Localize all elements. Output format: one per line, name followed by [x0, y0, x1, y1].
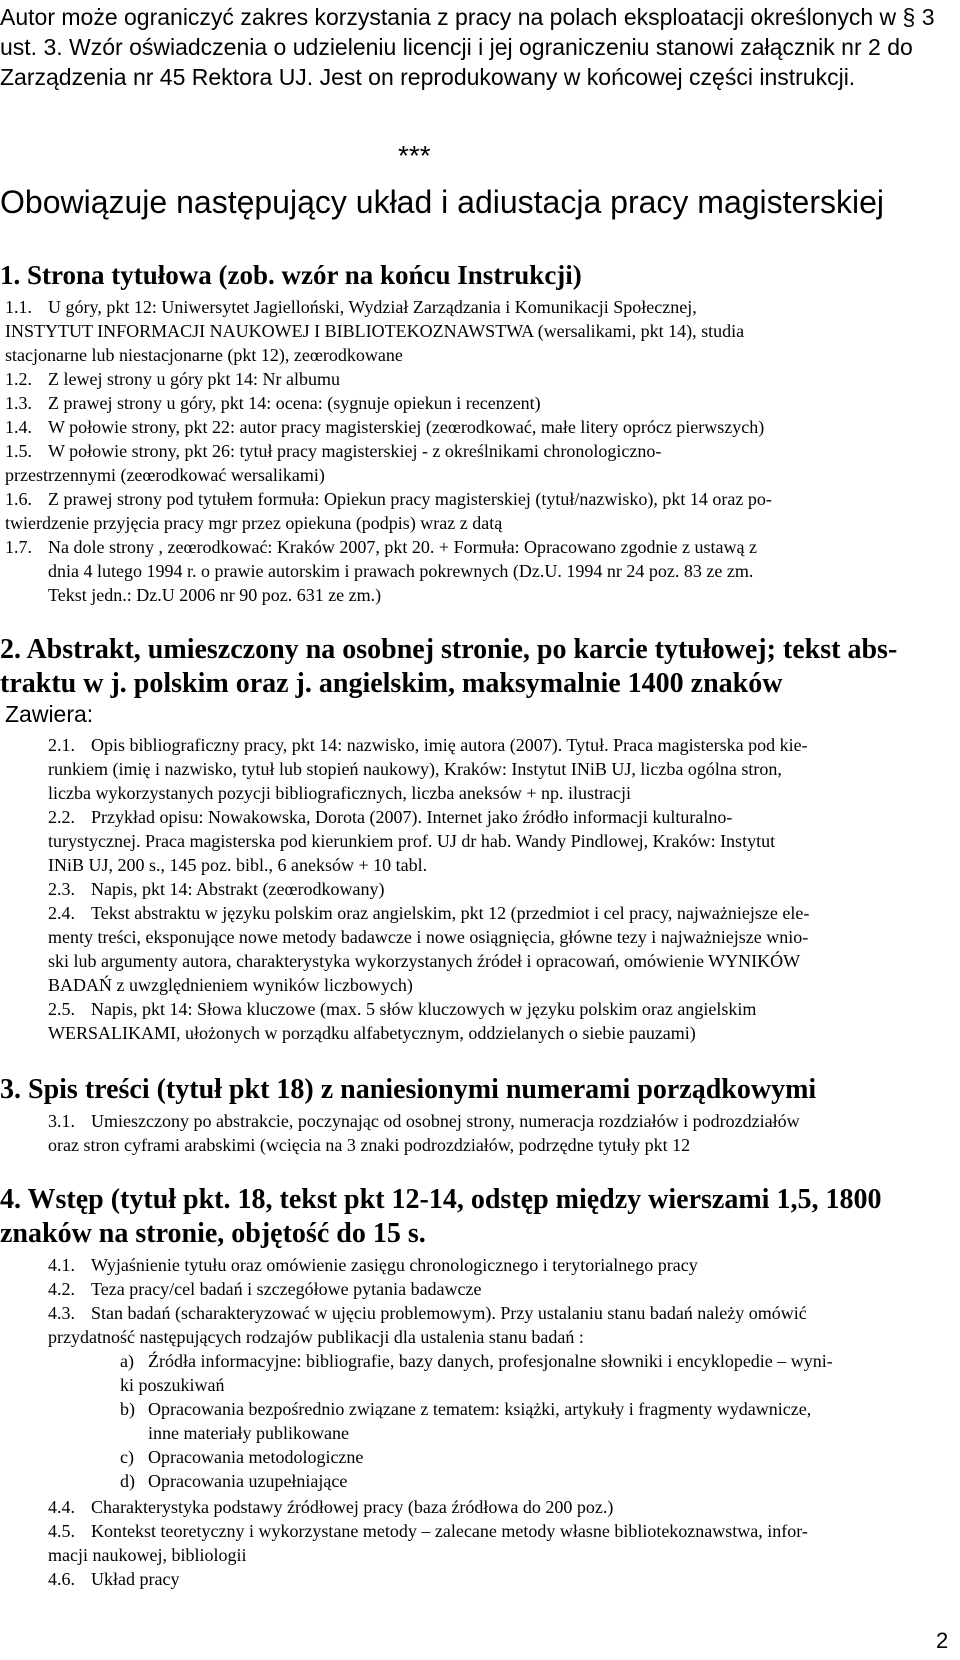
item-text: runkiem (imię i nazwisko, tytuł lub stopień naukowy), Kraków: Instytut INiB UJ, liczba ogólna stron, [48, 759, 782, 779]
item-number: 1.2. [5, 369, 32, 389]
item-text: INSTYTUT INFORMACJI NAUKOWEJ I BIBLIOTEKOZNAWSTWA (wersalikami, pkt 14), studia [5, 321, 745, 341]
subitem-text: Opracowania bezpośrednio związane z tematem: książki, artykuły i fragmenty wydawnicze, [148, 1399, 812, 1419]
intro-line-3: Zarządzenia nr 45 Rektora UJ. Jest on reprodukowany w końcowej części instrukcji. [0, 64, 856, 90]
item-text: Tekst jedn.: Dz.U 2006 nr 90 poz. 631 ze zm.) [48, 585, 382, 605]
section-separator: *** [398, 140, 431, 171]
item-text: przydatność następujących rodzajów publikacji dla ustalenia stanu badań : [48, 1327, 584, 1347]
item-text: W połowie strony, pkt 22: autor pracy magisterskiej (zeœrodkować, małe litery oprócz pierwszych) [48, 417, 765, 437]
item-number: 3.1. [48, 1111, 75, 1131]
item-text: W połowie strony, pkt 26: tytuł pracy magisterskiej - z określnikami chronologiczno- [48, 441, 662, 461]
item-text: U góry, pkt 12: Uniwersytet Jagielloński, Wydział Zarządzania i Komunikacji Społecznej, [48, 297, 697, 317]
item-text: macji naukowej, bibliologii [48, 1545, 247, 1565]
subitem-text: inne materiały publikowane [148, 1423, 349, 1443]
contents-label: Zawiera: [5, 701, 94, 727]
subitem-text: Opracowania metodologiczne [148, 1447, 364, 1467]
item-text: Przykład opisu: Nowakowska, Dorota (2007). Internet jako źródło informacji kulturalno- [91, 807, 733, 827]
page-subtitle: Obowiązuje następujący układ i adiustacja pracy magisterskiej [0, 184, 884, 220]
item-number: 1.4. [5, 417, 32, 437]
item-text: Z lewej strony u góry pkt 14: Nr albumu [48, 369, 340, 389]
section-1-heading: 1. Strona tytułowa (zob. wzór na końcu Instrukcji) [0, 260, 582, 290]
section-2-heading: 2. Abstrakt, umieszczony na osobnej stronie, po karcie tytułowej; tekst abs- [0, 634, 898, 665]
subitem-label: c) [120, 1447, 134, 1467]
item-text: Teza pracy/cel badań i szczegółowe pytania badawcze [91, 1279, 482, 1299]
item-text: turystycznej. Praca magisterska pod kierunkiem prof. UJ dr hab. Wandy Pindlowej, Kraków: Instytut [48, 831, 776, 851]
item-number: 4.1. [48, 1255, 75, 1275]
item-number: 2.5. [48, 999, 75, 1019]
item-text: WERSALIKAMI, ułożonych w porządku alfabetycznym, oddzielanych o siebie pauzami) [48, 1023, 696, 1043]
section-3-heading: 3. Spis treści (tytuł pkt 18) z naniesionymi numerami porządkowymi [0, 1074, 817, 1105]
item-text: ski lub argumenty autora, charakterystyka wykorzystanych źródeł i opracowań, omówienie WYNIKÓW [48, 951, 801, 971]
item-number: 4.5. [48, 1521, 75, 1541]
item-text: Napis, pkt 14: Abstrakt (zeœrodkowany) [91, 879, 385, 899]
item-text: Z prawej strony pod tytułem formuła: Opiekun pracy magisterskiej (tytuł/nazwisko), pkt 14 oraz po- [48, 489, 772, 509]
item-text: Napis, pkt 14: Słowa kluczowe (max. 5 słów kluczowych w języku polskim oraz angielskim [91, 999, 757, 1019]
item-text: BADAŃ z uwzględnieniem wyników liczbowych) [48, 975, 413, 995]
item-number: 4.3. [48, 1303, 75, 1323]
section-2-heading: traktu w j. polskim oraz j. angielskim, maksymalnie 1400 znaków [0, 668, 783, 699]
item-number: 4.6. [48, 1569, 75, 1589]
subitem-text: Opracowania uzupełniające [148, 1471, 348, 1491]
item-text: Opis bibliograficzny pracy, pkt 14: nazwisko, imię autora (2007). Tytuł. Praca magisterska pod kie- [91, 735, 808, 755]
item-number: 4.4. [48, 1497, 75, 1517]
item-number: 4.2. [48, 1279, 75, 1299]
intro-line-1: Autor może ograniczyć zakres korzystania z pracy na polach eksploatacji określonych w § 3 [0, 4, 935, 30]
item-number: 1.6. [5, 489, 32, 509]
item-text: Stan badań (scharakteryzować w ujęciu problemowym). Przy ustalaniu stanu badań należy omówić [91, 1303, 807, 1323]
item-number: 1.3. [5, 393, 32, 413]
item-text: Kontekst teoretyczny i wykorzystane metody – zalecane metody własne bibliotekoznawstwa, infor- [91, 1521, 808, 1541]
item-text: Tekst abstraktu w języku polskim oraz angielskim, pkt 12 (przedmiot i cel pracy, najważniejsze ele- [91, 903, 810, 923]
subitem-text: ki poszukiwań [120, 1375, 225, 1395]
item-text: dnia 4 lutego 1994 r. o prawie autorskim i prawach pokrewnych (Dz.U. 1994 nr 24 poz. 83 ze zm. [48, 561, 754, 581]
item-number: 1.7. [5, 537, 32, 557]
item-text: menty treści, eksponujące nowe metody badawcze i nowe osiągnięcia, główne tezy i najważniejsze wnio- [48, 927, 809, 947]
item-text: Na dole strony , zeœrodkować: Kraków 2007, pkt 20. + Formuła: Opracowano zgodnie z ustawą z [48, 537, 757, 557]
page-number: 2 [936, 1628, 949, 1653]
item-text: Umieszczony po abstrakcie, poczynając od osobnej strony, numeracja rozdziałów i podrozdziałów [91, 1111, 800, 1131]
intro-line-2: ust. 3. Wzór oświadczenia o udzieleniu licencji i jej ograniczeniu stanowi załącznik nr 2 do [0, 34, 913, 60]
item-number: 1.5. [5, 441, 32, 461]
section-4-heading: znaków na stronie, objętość do 15 s. [0, 1218, 426, 1249]
item-text: Z prawej strony u góry, pkt 14: ocena: (sygnuje opiekun i recenzent) [48, 393, 541, 413]
item-number: 2.1. [48, 735, 75, 755]
subitem-text: Źródła informacyjne: bibliografie, bazy danych, profesjonalne słowniki i encyklopedie – wyni- [148, 1351, 833, 1371]
item-text: INiB UJ, 200 s., 145 poz. bibl., 6 aneksów + 10 tabl. [48, 855, 428, 875]
item-text: Układ pracy [91, 1569, 180, 1589]
subitem-label: d) [120, 1471, 135, 1491]
item-text: liczba wykorzystanych pozycji bibliograficznych, liczba aneksów + np. ilustracji [48, 783, 631, 803]
section-4-heading: 4. Wstęp (tytuł pkt. 18, tekst pkt 12-14, odstęp między wierszami 1,5, 1800 [0, 1184, 882, 1215]
item-number: 2.2. [48, 807, 75, 827]
item-text: stacjonarne lub niestacjonarne (pkt 12), zeœrodkowane [5, 345, 403, 365]
item-number: 1.1. [5, 297, 32, 317]
item-text: twierdzenie przyjęcia pracy mgr przez opiekuna (podpis) wraz z datą [5, 513, 503, 533]
item-text: oraz stron cyframi arabskimi (wcięcia na 3 znaki podrozdziałów, podrzędne tytuły pkt 12 [48, 1135, 691, 1155]
item-number: 2.4. [48, 903, 75, 923]
item-text: Wyjaśnienie tytułu oraz omówienie zasięgu chronologicznego i terytorialnego pracy [91, 1255, 698, 1275]
item-text: przestrzennymi (zeœrodkować wersalikami) [5, 465, 325, 485]
item-number: 2.3. [48, 879, 75, 899]
item-text: Charakterystyka podstawy źródłowej pracy (baza źródłowa do 200 poz.) [91, 1497, 614, 1517]
subitem-label: b) [120, 1399, 135, 1419]
subitem-label: a) [120, 1351, 134, 1371]
